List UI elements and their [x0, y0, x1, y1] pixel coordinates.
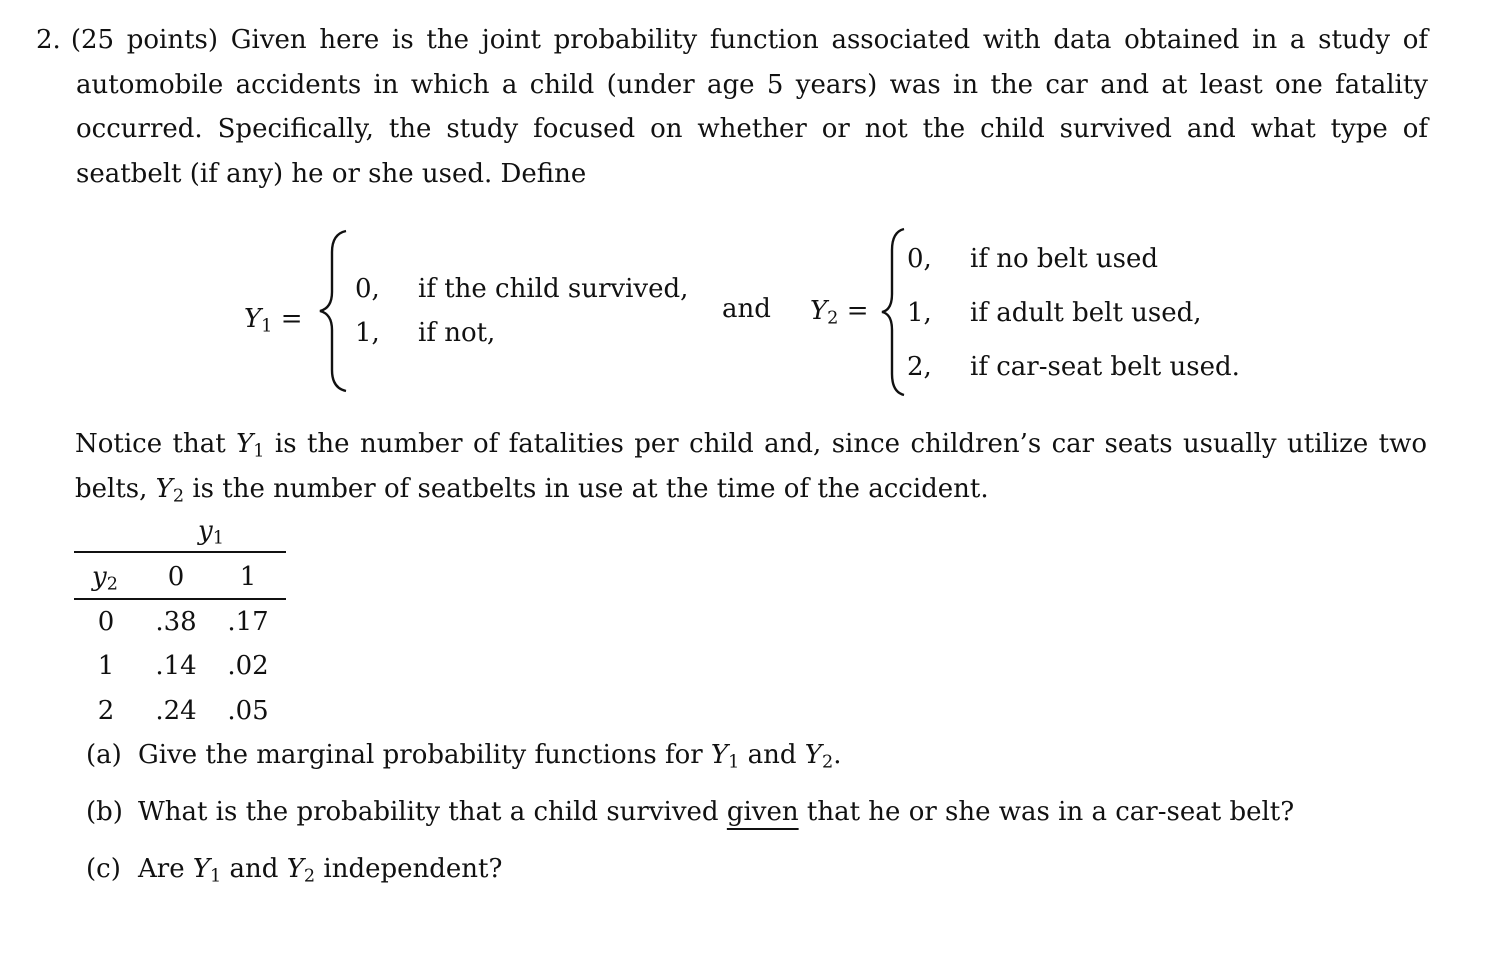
- variable-definitions: [0, 226, 1500, 406]
- y2-case-2-text: if car-seat belt used.: [970, 352, 1240, 382]
- problem-intro: [36, 18, 1428, 196]
- part-a-text-2: and: [739, 740, 805, 770]
- cell-1-0: .14: [155, 651, 197, 681]
- part-a-sub-1: 1: [728, 752, 740, 773]
- notice-text-1: Notice that: [75, 429, 237, 459]
- y2-var: Y: [810, 296, 828, 326]
- part-b-underlined-word: given: [726, 797, 799, 827]
- problem-statement: [36, 18, 1428, 196]
- row-label-1: 1: [97, 651, 115, 681]
- y1-lhs: [244, 304, 303, 337]
- y2-equals: =: [846, 296, 869, 326]
- row-label-2: 2: [97, 696, 115, 726]
- column-variable-label: [186, 516, 236, 549]
- part-c-sub-1: 1: [210, 866, 222, 887]
- y1-sub: 1: [261, 316, 273, 337]
- col-header-1: 1: [239, 562, 257, 592]
- problem-intro-text: (25 points) Given here is the joint probability function associated with data obtained in a study of automobile accidents in which a child (under age 5 years) was in the car and at least one fatality occurred. Specifically, the study focused on whether or not the child survived and what type of seatbelt (if any) he or she used. Define: [70, 25, 1428, 189]
- part-a: [86, 740, 842, 773]
- y2-case-1-value: 1,: [907, 298, 932, 328]
- part-a-sub-2: 2: [821, 752, 834, 773]
- notice-var-y2: Y: [155, 473, 173, 504]
- part-a-text-1: Give the marginal probability functions for: [138, 740, 711, 770]
- notice-paragraph: [75, 422, 1427, 511]
- part-c-label: (c): [86, 854, 121, 884]
- y1-var: Y: [244, 304, 262, 334]
- y2-left-brace-icon: [878, 226, 908, 398]
- part-b-text-1: What is the probability that a child survived: [138, 797, 727, 827]
- y2-case-1-text: if adult belt used,: [970, 298, 1202, 328]
- row-variable-label: [84, 562, 126, 595]
- part-a-var-2: Y: [804, 740, 822, 770]
- part-b-text-2: that he or she was in a car-seat belt?: [798, 797, 1295, 827]
- part-a-var-1: Y: [710, 740, 729, 770]
- table-top-rule: [74, 551, 286, 553]
- y2-lhs: [810, 296, 869, 329]
- y1-equals: =: [280, 304, 303, 334]
- y1-case-0-value: 0,: [355, 274, 380, 304]
- cell-2-0: .24: [155, 696, 197, 726]
- y2-case-0-text: if no belt used: [970, 244, 1159, 274]
- part-a-label: (a): [86, 740, 122, 770]
- cell-0-0: .38: [155, 607, 197, 637]
- part-c-text-3: independent?: [315, 854, 503, 884]
- table-header-rule: [74, 598, 286, 600]
- notice-text-3: is the number of seatbelts in use at the time of the accident.: [184, 473, 989, 504]
- y1-left-brace-icon: [312, 228, 352, 394]
- and-connector: and: [722, 294, 771, 324]
- col-header-0: 0: [167, 562, 185, 592]
- notice-var-y1: Y: [236, 429, 254, 459]
- part-c-sub-2: 2: [303, 866, 316, 887]
- cell-0-1: .17: [227, 607, 269, 637]
- col-sub: 1: [212, 528, 224, 549]
- part-c-var-1: Y: [192, 854, 211, 884]
- row-sub: 2: [106, 574, 118, 595]
- y2-sub: 2: [827, 308, 839, 329]
- notice-sub-1: 1: [253, 441, 265, 462]
- notice-text-2: is the number of fatalities per child and, since children’s car seats usually utilize two belts,: [75, 429, 1427, 504]
- y1-case-1-value: 1,: [355, 318, 380, 348]
- part-c-var-2: Y: [286, 854, 304, 884]
- part-c-text-2: and: [221, 854, 287, 884]
- part-b: [86, 797, 1294, 827]
- part-c-text-1: Are: [138, 854, 193, 884]
- cell-1-1: .02: [227, 651, 269, 681]
- y2-case-0-value: 0,: [907, 244, 932, 274]
- row-label-0: 0: [97, 607, 115, 637]
- y1-case-0-text: if the child survived,: [418, 274, 689, 304]
- y2-case-2-value: 2,: [907, 352, 932, 382]
- cell-2-1: .05: [227, 696, 269, 726]
- row-var: y: [92, 562, 107, 592]
- part-a-text-3: .: [833, 740, 842, 770]
- notice-sub-2: 2: [172, 485, 185, 506]
- problem-number: 2.: [36, 25, 61, 55]
- part-c: [86, 854, 503, 887]
- col-var: y: [198, 516, 213, 546]
- y1-case-1-text: if not,: [418, 318, 496, 348]
- part-b-label: (b): [86, 797, 123, 827]
